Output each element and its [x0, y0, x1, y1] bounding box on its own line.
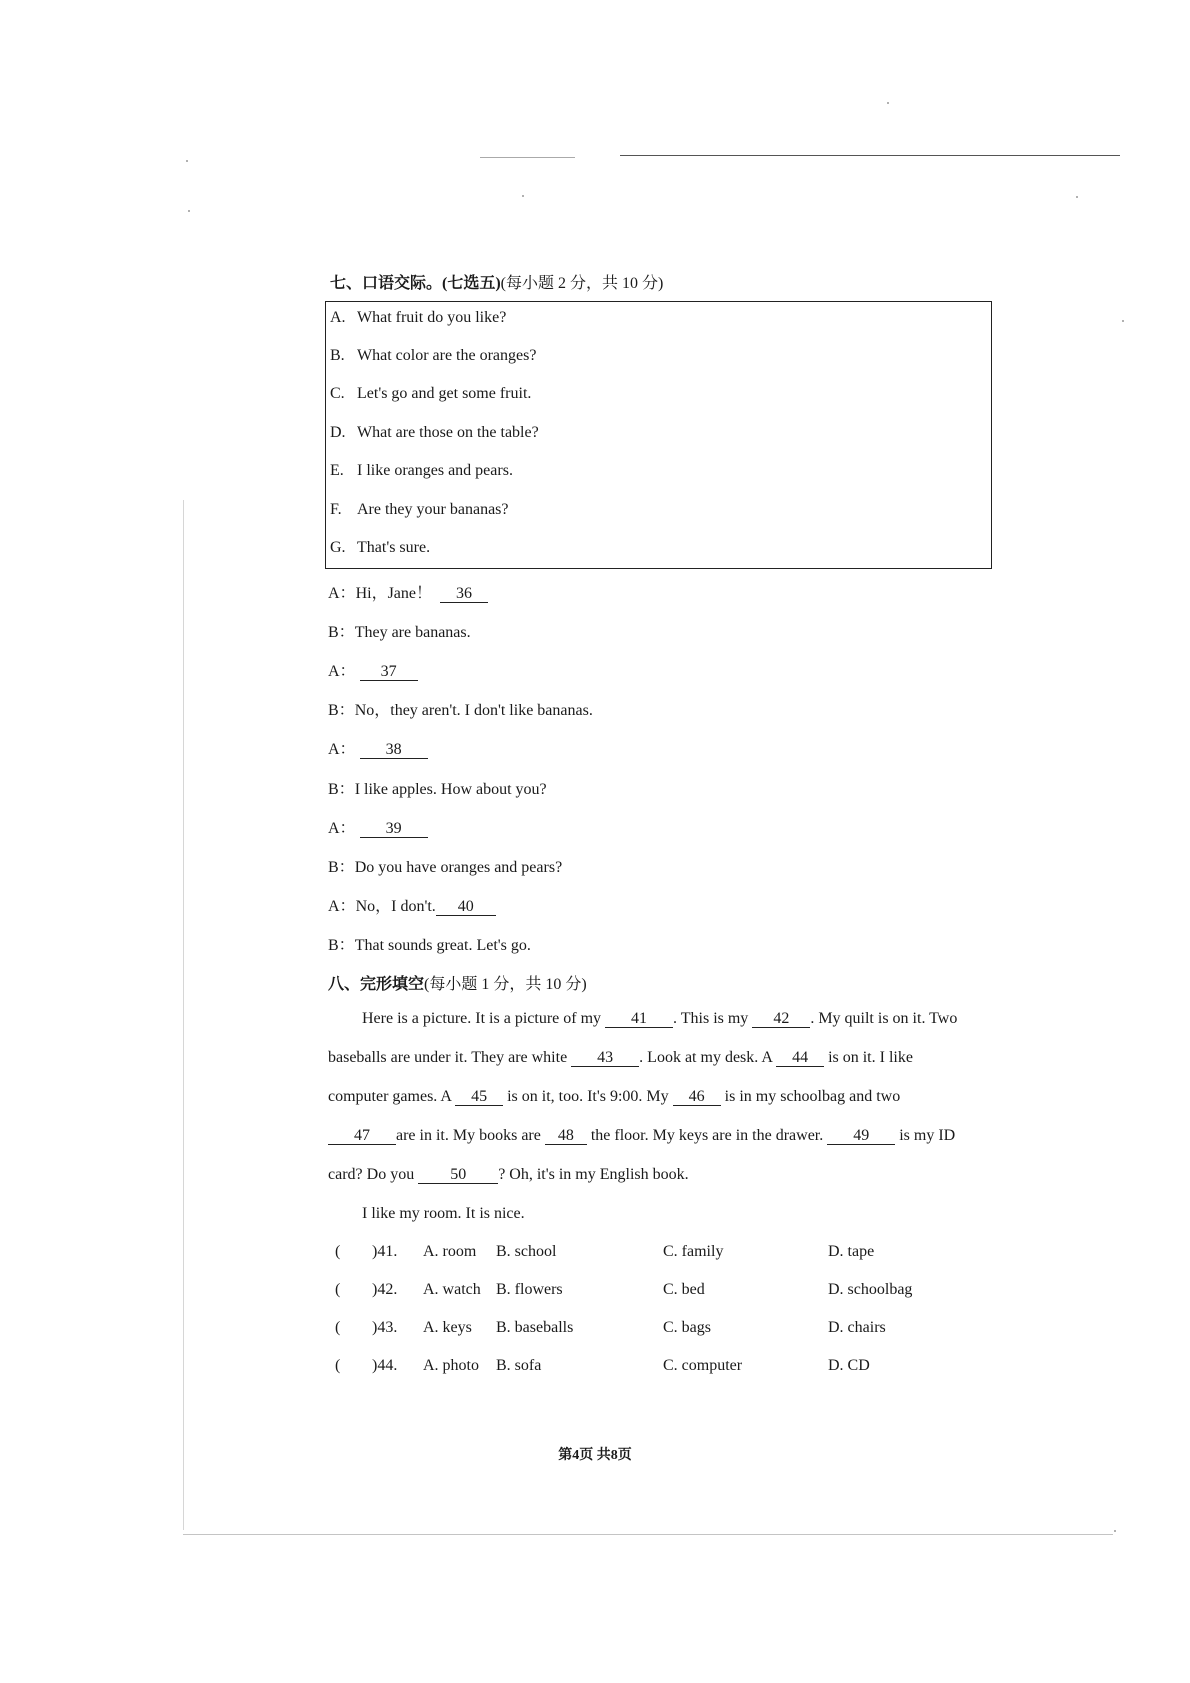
choice-b: B. baseballs	[496, 1319, 574, 1336]
option-letter: C.	[330, 385, 345, 402]
question-number: )42.	[372, 1281, 398, 1298]
dialogue-line-10	[328, 932, 531, 955]
answer-paren[interactable]: (	[335, 1281, 341, 1298]
speaker: B：	[328, 937, 355, 954]
option-letter: B.	[330, 347, 345, 364]
answer-blank-36[interactable]: 36	[440, 585, 488, 603]
dialogue-line-5	[328, 736, 428, 759]
section-7-heading: 七、口语交际。(七选五)	[330, 275, 501, 292]
option-letter: D.	[330, 424, 346, 441]
question-41	[335, 1243, 955, 1265]
answer-paren[interactable]: (	[335, 1319, 341, 1336]
passage-text: is on it. I like	[828, 1049, 913, 1066]
passage-text: is my ID	[899, 1127, 956, 1144]
dialogue-line-3	[328, 658, 418, 681]
choice-d: D. CD	[828, 1357, 870, 1374]
passage-text: . My quilt is on it. Two	[810, 1010, 958, 1027]
option-letter: A.	[330, 309, 346, 326]
passage-text: . This is my	[673, 1010, 749, 1027]
choice-a: A. keys	[423, 1319, 472, 1336]
bottom-rule	[183, 1534, 1113, 1535]
cloze-blank-41[interactable]: 41	[605, 1010, 673, 1028]
speaker: B：	[328, 624, 355, 641]
cloze-blank-44[interactable]: 44	[776, 1049, 824, 1067]
choice-c: C. bags	[663, 1319, 711, 1336]
options-box	[325, 301, 992, 569]
section-7-note: (每小题 2 分，共 10 分)	[500, 275, 664, 292]
option-f	[330, 501, 509, 519]
dialogue-text: No，I don't.	[355, 898, 436, 915]
scan-speck	[887, 102, 889, 104]
answer-blank-39[interactable]: 39	[360, 820, 428, 838]
speaker: A：	[328, 585, 356, 602]
choice-b: B. sofa	[496, 1357, 542, 1374]
scan-speck	[188, 210, 190, 212]
choice-c: C. bed	[663, 1281, 705, 1298]
question-42	[335, 1281, 955, 1303]
option-e	[330, 462, 513, 480]
passage-text: I like my room. It is nice.	[362, 1205, 525, 1222]
question-number: )44.	[372, 1357, 398, 1374]
passage-line-6	[362, 1205, 525, 1223]
option-text: What color are the oranges?	[357, 347, 537, 364]
passage-line-1	[362, 1010, 957, 1028]
dialogue-text: That sounds great. Let's go.	[354, 937, 531, 954]
section-8-note: (每小题 1 分，共 10 分)	[424, 976, 587, 993]
cloze-blank-45[interactable]: 45	[455, 1088, 503, 1106]
cloze-blank-49[interactable]: 49	[827, 1127, 895, 1145]
choice-a: A. room	[423, 1243, 477, 1260]
cloze-blank-43[interactable]: 43	[571, 1049, 639, 1067]
option-text: What are those on the table?	[357, 424, 539, 441]
left-margin-line	[183, 500, 184, 1530]
answer-blank-40[interactable]: 40	[436, 898, 496, 916]
question-number: )41.	[372, 1243, 398, 1260]
option-letter: G.	[330, 539, 346, 556]
scan-speck	[1076, 196, 1078, 198]
option-text: What fruit do you like?	[357, 309, 507, 326]
answer-paren[interactable]: (	[335, 1243, 341, 1260]
choice-c: C. family	[663, 1243, 724, 1260]
passage-text: the floor. My keys are in the drawer.	[590, 1127, 824, 1144]
section-8-title	[328, 971, 587, 994]
speaker: B：	[328, 859, 355, 876]
choice-d: D. schoolbag	[828, 1281, 913, 1298]
option-b	[330, 347, 536, 365]
passage-line-5	[328, 1166, 689, 1184]
option-c	[330, 385, 531, 403]
answer-paren[interactable]: (	[335, 1357, 341, 1374]
cloze-blank-42[interactable]: 42	[752, 1010, 810, 1028]
passage-text: baseballs are under it. They are white	[328, 1049, 568, 1066]
dialogue-line-7	[328, 815, 428, 838]
choice-b: B. flowers	[496, 1281, 563, 1298]
dialogue-text: No，they aren't. I don't like bananas.	[354, 702, 593, 719]
cloze-blank-50[interactable]: 50	[418, 1166, 498, 1184]
header-dash	[480, 157, 575, 158]
choice-a: A. watch	[423, 1281, 481, 1298]
answer-blank-37[interactable]: 37	[360, 663, 418, 681]
header-rule	[620, 155, 1120, 156]
passage-text: is in my schoolbag and two	[724, 1088, 901, 1105]
page-footer: 第4页 共8页	[558, 1448, 632, 1463]
cloze-blank-47[interactable]: 47	[328, 1127, 396, 1145]
cloze-blank-48[interactable]: 48	[545, 1127, 587, 1145]
dialogue-text: They are bananas.	[354, 624, 471, 641]
dialogue-line-8	[328, 854, 562, 877]
speaker: A：	[328, 663, 356, 680]
passage-text: is on it, too. It's 9:00. My	[507, 1088, 669, 1105]
dialogue-text: Do you have oranges and pears?	[354, 859, 563, 876]
dialogue-line-9	[328, 893, 496, 916]
option-g	[330, 539, 430, 557]
dialogue-line-2	[328, 619, 471, 642]
question-43	[335, 1319, 955, 1341]
passage-text: card? Do you	[328, 1166, 415, 1183]
passage-line-4	[328, 1127, 955, 1145]
passage-text: ? Oh, it's in my English book.	[498, 1166, 689, 1183]
passage-text: are in it. My books are	[396, 1127, 541, 1144]
passage-line-2	[328, 1049, 913, 1067]
dialogue-line-1	[328, 580, 488, 603]
cloze-blank-46[interactable]: 46	[673, 1088, 721, 1106]
answer-blank-38[interactable]: 38	[360, 741, 428, 759]
choice-a: A. photo	[423, 1357, 479, 1374]
passage-text: Here is a picture. It is a picture of my	[362, 1010, 602, 1027]
option-letter: F.	[330, 501, 342, 518]
dialogue-text: Hi，Jane！	[355, 585, 432, 602]
dialogue-line-6	[328, 776, 547, 799]
option-text: Are they your bananas?	[357, 501, 509, 518]
question-number: )43.	[372, 1319, 398, 1336]
scan-speck	[186, 160, 188, 162]
section-8-heading: 八、完形填空	[328, 976, 425, 993]
passage-text: computer games. A	[328, 1088, 452, 1105]
speaker: A：	[328, 820, 356, 837]
option-text: That's sure.	[357, 539, 431, 556]
speaker: B：	[328, 702, 355, 719]
scan-speck	[1114, 1530, 1116, 1532]
choice-c: C. computer	[663, 1357, 743, 1374]
dialogue-text: I like apples. How about you?	[354, 781, 547, 798]
passage-text: . Look at my desk. A	[639, 1049, 773, 1066]
dialogue-line-4	[328, 697, 593, 720]
passage-line-3	[328, 1088, 900, 1106]
choice-d: D. chairs	[828, 1319, 886, 1336]
speaker: A：	[328, 741, 356, 758]
option-text: Let's go and get some fruit.	[357, 385, 532, 402]
speaker: A：	[328, 898, 356, 915]
choice-d: D. tape	[828, 1243, 875, 1260]
choice-b: B. school	[496, 1243, 557, 1260]
scan-speck	[1122, 320, 1124, 322]
scan-speck	[522, 195, 524, 197]
section-7-title	[330, 270, 663, 293]
option-d	[330, 424, 539, 442]
question-44	[335, 1357, 955, 1379]
speaker: B：	[328, 781, 355, 798]
option-letter: E.	[330, 462, 344, 479]
option-text: I like oranges and pears.	[357, 462, 513, 479]
option-a	[330, 309, 506, 327]
